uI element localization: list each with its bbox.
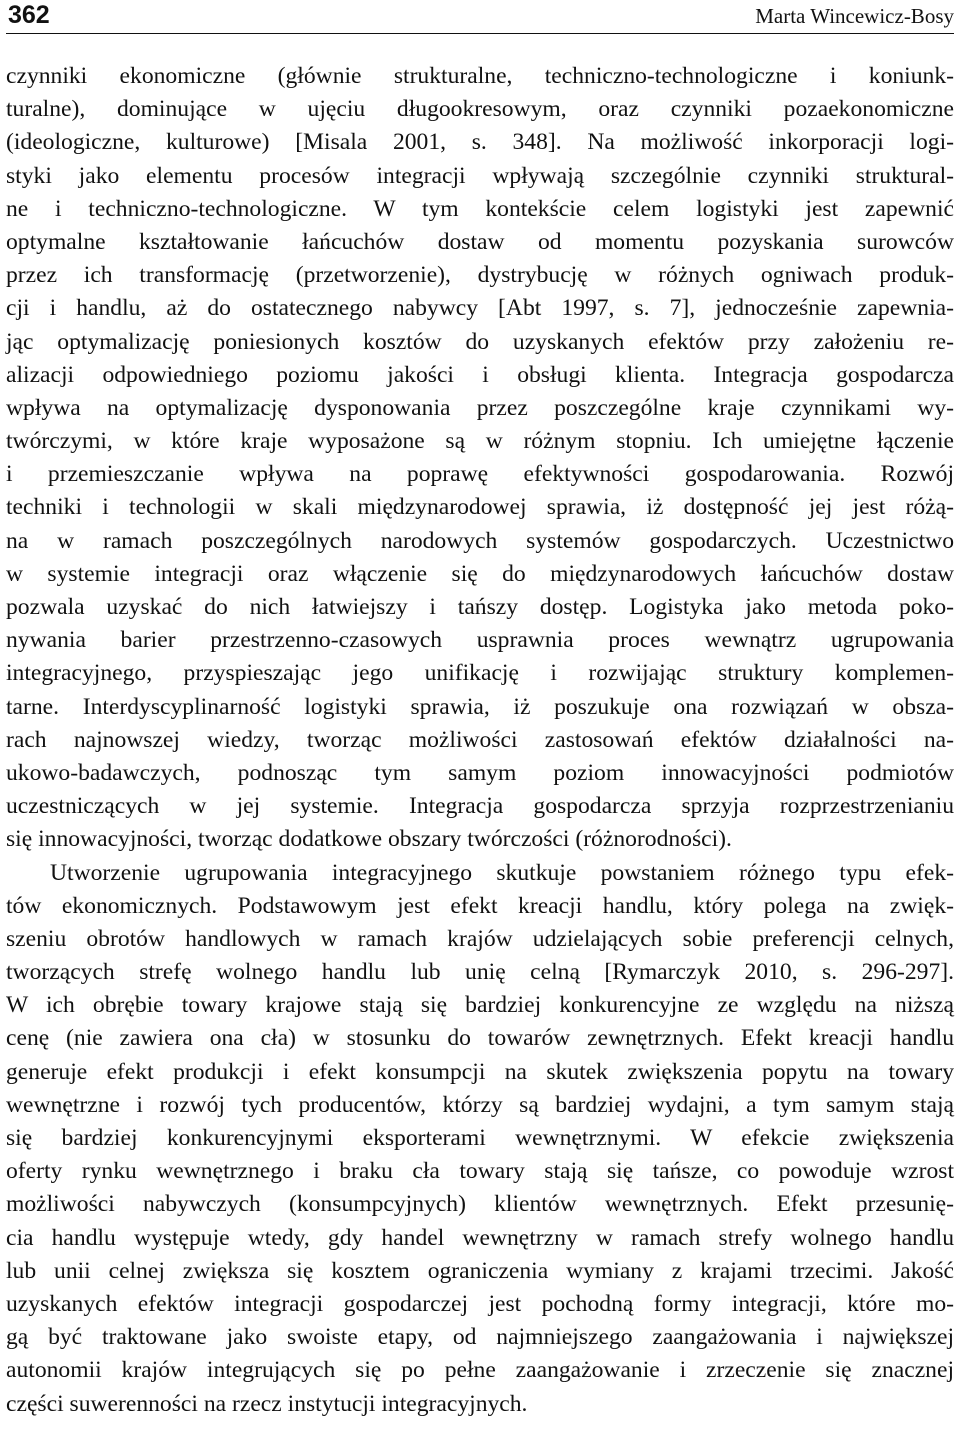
text-line: integracyjnego, przyspieszając jego unifikację i rozwijając struktury komplemen- xyxy=(6,660,954,687)
paragraph-first-line: Utworzenie ugrupowania integracyjnego skutkuje powstaniem różnego typu efek- xyxy=(50,859,954,886)
running-head-author: Marta Wincewicz-Bosy xyxy=(755,4,954,28)
text-line: możliwości nabywczych (konsumpcyjnych) klientów wewnętrznych. Efekt przesunię- xyxy=(6,1191,954,1218)
text-line: techniki i technologii w skali międzynarodowej sprawia, iż dostępność jej jest różą- xyxy=(6,494,954,521)
text-line: rach najnowszej wiedzy, tworząc możliwości zastosowań efektów działalności na- xyxy=(6,726,954,753)
text-line: szeniu obrotów handlowych w ramach krajów udzielających sobie preferencji celnych, xyxy=(6,925,954,952)
text-line: tów ekonomicznych. Podstawowym jest efekt kreacji handlu, który polega na zwięk- xyxy=(6,892,954,919)
text-line: alizacji odpowiedniego poziomu jakości i obsługi klienta. Integracja gospodarcza xyxy=(6,361,954,388)
text-line: uczestniczących w jej systemie. Integracja gospodarcza sprzyja rozprzestrzenianiu xyxy=(6,793,954,820)
text-line: uzyskanych efektów integracji gospodarczej jest pochodną formy integracji, które mo- xyxy=(6,1290,954,1317)
text-line: cia handlu występuje wtedy, gdy handel wewnętrzny w ramach strefy wolnego handlu xyxy=(6,1224,954,1251)
text-line: jąc optymalizację poniesionych kosztów do uzyskanych efektów przy założeniu re- xyxy=(6,328,954,355)
text-line: (ideologiczne, kulturowe) [Misala 2001, s. 348]. Na możliwość inkorporacji logi- xyxy=(6,129,954,156)
text-line: autonomii krajów integrujących się po pełne zaangażowanie i zrzeczenie się znacznej xyxy=(6,1357,954,1384)
text-line: przez ich transformację (przetworzenie), dystrybucję w różnych ogniwach produk- xyxy=(6,262,954,289)
paragraph-last-line: części suwerenności na rzecz instytucji integracyjnych. xyxy=(6,1390,528,1417)
text-line: ne i techniczno-technologiczne. W tym kontekście celem logistyki jest zapewnić xyxy=(6,195,954,222)
text-line: twórczymi, w które kraje wyposażone są w różnym stopniu. Ich umiejętne łączenie xyxy=(6,428,954,455)
text-line: oferty rynku wewnętrznego i braku cła towary stają się tańsze, co powoduje wzrost xyxy=(6,1158,954,1185)
text-line: ukowo-badawczych, podnosząc tym samym poziom innowacyjności podmiotów xyxy=(6,759,954,786)
text-line: się bardziej konkurencyjnymi eksporterami wewnętrznymi. W efekcie zwiększenia xyxy=(6,1125,954,1151)
text-line: pozwala uzyskać do nich łatwiejszy i tańszy dostęp. Logistyka jako metoda poko- xyxy=(6,594,954,620)
text-line: W ich obrębie towary krajowe stają się bardziej konkurencyjne ze względu na niższą xyxy=(6,992,954,1019)
text-line: cji i handlu, aż do ostatecznego nabywcy [Abt 1997, s. 7], jednocześnie zapewnia- xyxy=(6,295,954,322)
text-line: na w ramach poszczególnych narodowych systemów gospodarczych. Uczestnictwo xyxy=(6,527,954,554)
text-line: optymalne kształtowanie łańcuchów dostaw od momentu pozyskania surowców xyxy=(6,228,954,255)
text-line: turalne), dominujące w ujęciu długookresowym, oraz czynniki pozaekonomiczne xyxy=(6,96,954,123)
text-line: tarne. Interdyscyplinarność logistyki sprawia, iż poszukuje ona rozwiązań w obsza- xyxy=(6,693,954,720)
text-line: styki jako elementu procesów integracji wpływają szczególnie czynniki struktural- xyxy=(6,162,954,189)
text-line: i przemieszczanie wpływa na poprawę efektywności gospodarowania. Rozwój xyxy=(6,461,954,488)
text-line: wewnętrzne i rozwój tych producentów, którzy są bardziej wydajni, a tym samym stają xyxy=(6,1091,954,1118)
document-page xyxy=(6,0,954,1440)
page-header xyxy=(6,0,954,30)
text-line: wpływa na optymalizację dysponowania przez poszczególne kraje czynnikami wy- xyxy=(6,394,954,421)
text-line: lub unii celnej zwiększa się kosztem ograniczenia wymiany z krajami trzecimi. Jakość xyxy=(6,1257,954,1284)
header-rule xyxy=(6,33,954,34)
text-line: nywania barier przestrzenno-czasowych usprawnia proces wewnątrz ugrupowania xyxy=(6,627,954,654)
text-line: cenę (nie zawiera ona cła) w stosunku do towarów zewnętrznych. Efekt kreacji handlu xyxy=(6,1025,954,1052)
text-line: generuje efekt produkcji i efekt konsumpcji na skutek zwiększenia popytu na towary xyxy=(6,1058,954,1085)
text-line: gą być traktowane jako swoiste etapy, od najmniejszego zaangażowania i największej xyxy=(6,1324,954,1351)
paragraph-last-line: się innowacyjności, tworząc dodatkowe obszary twórczości (różnorodności). xyxy=(6,826,732,853)
text-line: czynniki ekonomiczne (głównie strukturalne, techniczno-technologiczne i koniunk- xyxy=(6,63,954,89)
body-text xyxy=(6,60,954,1421)
text-line: w systemie integracji oraz włączenie się do międzynarodowych łańcuchów dostaw xyxy=(6,560,954,587)
page-number: 362 xyxy=(8,1,50,29)
text-line: tworzących strefę wolnego handlu lub unię celną [Rymarczyk 2010, s. 296-297]. xyxy=(6,959,954,986)
